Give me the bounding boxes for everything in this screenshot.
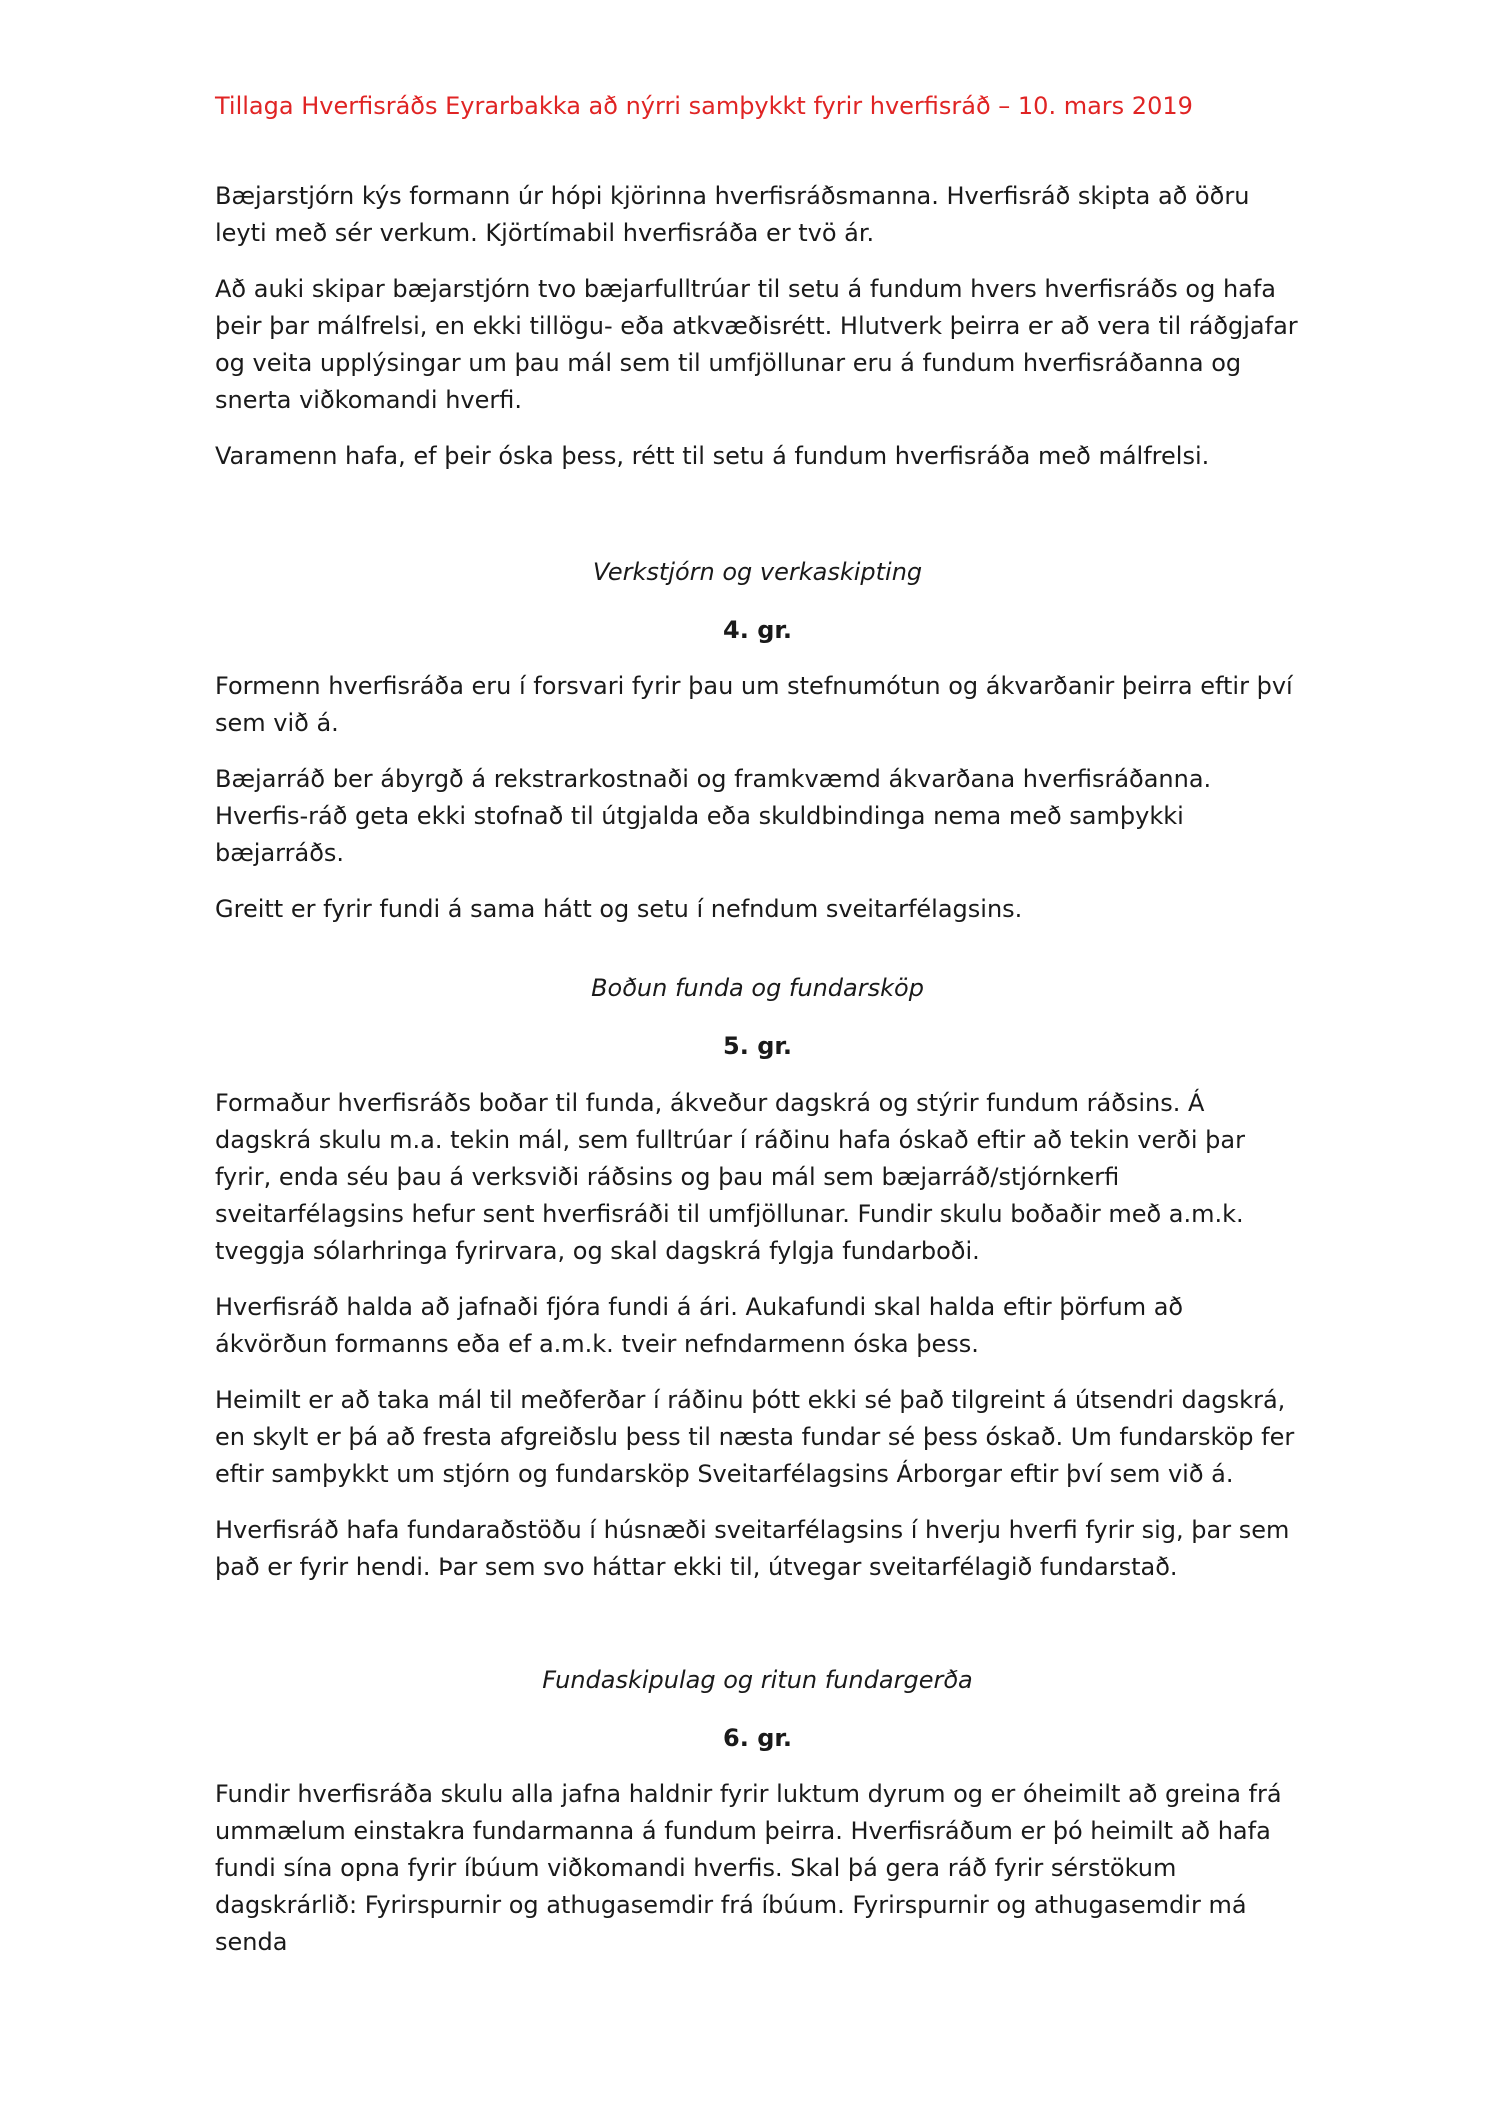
- paragraph: Að auki skipar bæjarstjórn tvo bæjarfulltrúar til setu á fundum hvers hverfisráðs og hafa þeir þar málfrelsi, en ekki tillögu- eða atkvæðisrétt. Hlutverk þeirra er að vera til ráðgjafar og veita upplýsingar um þau mál sem til umfjöllunar eru á fundum hverfisráðanna og snerta viðkomandi hverfi.: [215, 275, 1298, 414]
- paragraph: Bæjarráð ber ábyrgð á rekstrarkostnaði og framkvæmd ákvarðana hverfisráðanna. Hverfis-ráð geta ekki stofnað til útgjalda eða skuldbindinga nema með samþykki bæjarráðs.: [215, 765, 1212, 867]
- section-heading: Verkstjórn og verkaskipting: [592, 558, 923, 586]
- paragraph: Greitt er fyrir fundi á sama hátt og setu í nefndum sveitarfélagsins.: [215, 895, 1023, 923]
- intro-text: [215, 178, 1300, 475]
- paragraph: Hverfisráð halda að jafnaði fjóra fundi á ári. Aukafundi skal halda eftir þörfum að ákvörðun formanns eða ef a.m.k. tveir nefndarmenn óska þess.: [215, 1293, 1184, 1358]
- article-number: 6. gr.: [723, 1724, 792, 1752]
- paragraph: Varamenn hafa, ef þeir óska þess, rétt til setu á fundum hverfisráða með málfrelsi.: [215, 442, 1210, 470]
- paragraph: Bæjarstjórn kýs formann úr hópi kjörinna hverfisráðsmanna. Hverfisráð skipta að öðru leyti með sér verkum. Kjörtímabil hverfisráða er tvö ár.: [215, 182, 1250, 247]
- paragraph: Fundir hverfisráða skulu alla jafna haldnir fyrir luktum dyrum og er óheimilt að greina frá ummælum einstakra fundarmanna á fundum þeirra. Hverfisráðum er þó heimilt að hafa fundi sína opna fyrir íbúum viðkomandi hverfis. Skal þá gera ráð fyrir sérstökum dagskrárlið: Fyrirspurnir og athugasemdir frá íbúum. Fyrirspurnir og athugasemdir má senda: [215, 1780, 1282, 1956]
- paragraph: Formaður hverfisráðs boðar til funda, ákveður dagskrá og stýrir fundum ráðsins. Á dagskrá skulu m.a. tekin mál, sem fulltrúar í ráðinu hafa óskað eftir að tekin verði þar fyrir, enda séu þau á verksviði ráðsins og þau mál sem bæjarráð/stjórnkerfi sveitarfélagsins hefur sent hverfisráði til umfjöllunar. Fundir skulu boðaðir með a.m.k. tveggja sólarhringa fyrirvara, og skal dagskrá fylgja fundarboði.: [215, 1089, 1245, 1265]
- section-text: [215, 1776, 1300, 1961]
- paragraph: Heimilt er að taka mál til meðferðar í ráðinu þótt ekki sé það tilgreint á útsendri dagskrá, en skylt er þá að fresta afgreiðslu þess til næsta fundar sé þess óskað. Um fundarsköp fer eftir samþykkt um stjórn og fundarsköp Sveitarfélagsins Árborgar eftir því sem við á.: [215, 1386, 1295, 1488]
- paragraph: Formenn hverfisráða eru í forsvari fyrir þau um stefnumótun og ákvarðanir þeirra eftir því sem við á.: [215, 672, 1293, 737]
- section-heading: Boðun funda og fundarsköp: [591, 974, 924, 1002]
- paragraph: Hverfisráð hafa fundaraðstöðu í húsnæði sveitarfélagsins í hverju hverfi fyrir sig, þar sem það er fyrir hendi. Þar sem svo háttar ekki til, útvegar sveitarfélagið fundarstað.: [215, 1516, 1290, 1581]
- article-number: 5. gr.: [723, 1032, 792, 1060]
- section-heading: Fundaskipulag og ritun fundargerða: [542, 1666, 973, 1694]
- document-header: Tillaga Hverfisráðs Eyrarbakka að nýrri samþykkt fyrir hverfisráð – 10. mars 2019: [215, 92, 1193, 120]
- section-text: [215, 1085, 1300, 1586]
- article-number: 4. gr.: [723, 616, 792, 644]
- section-text: [215, 668, 1300, 928]
